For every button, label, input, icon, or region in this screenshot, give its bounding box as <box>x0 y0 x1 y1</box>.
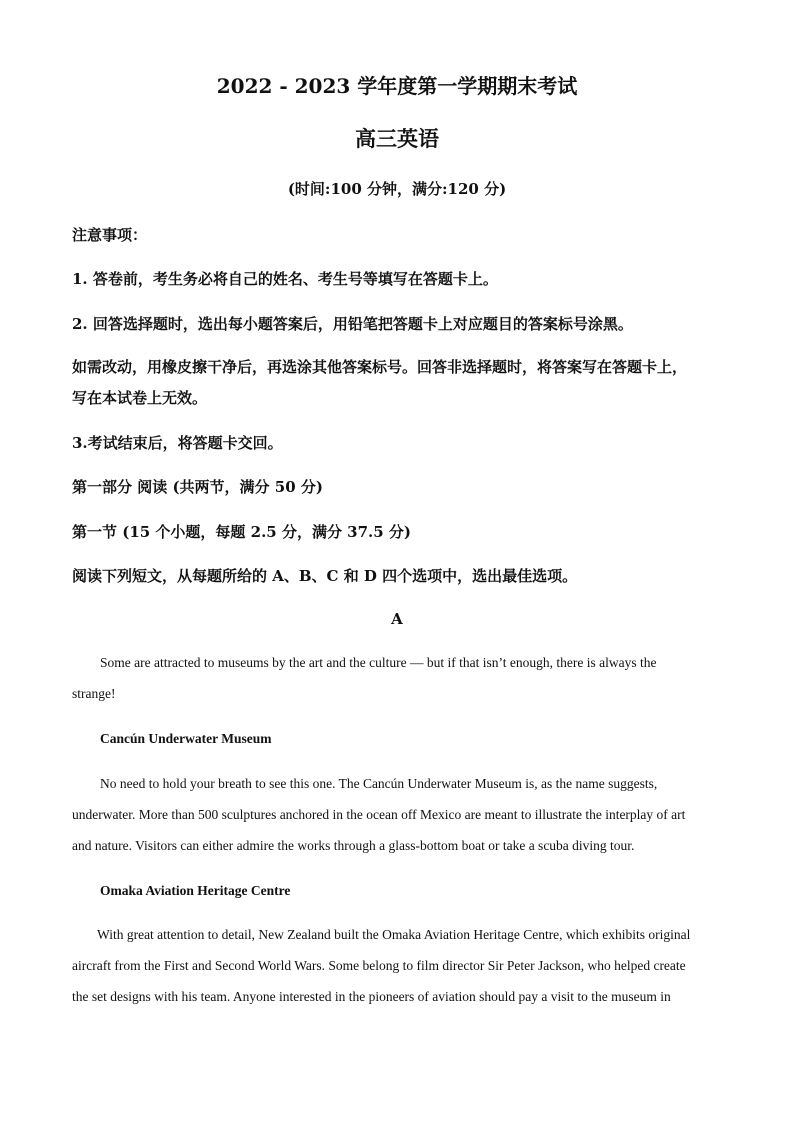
museum-1-text-line3: and nature. Visitors can either admire the works through a glass-bottom boat or take a scuba diving tour. <box>72 838 635 853</box>
part1-heading: 第一部分 阅读 (共两节，满分 50 分) <box>72 478 323 496</box>
passage-intro-line2: strange! <box>72 686 116 701</box>
museum-2-text: With great attention to detail, New Zealand built the Omaka Aviation Heritage Centre, which exhibits original <box>97 927 691 942</box>
notes-heading: 注意事项： <box>72 226 148 244</box>
subject-title: 高三英语 <box>355 126 439 151</box>
museum-1-text: No need to hold your breath to see this one. The Cancún Underwater Museum is, as the name suggests, <box>100 776 658 791</box>
time-info: (时间:100 分钟，满分:120 分) <box>287 180 507 198</box>
exam-title: 2022 - 2023 学年度第一学期期末考试 <box>216 74 578 98</box>
museum-2-text-line2: aircraft from the First and Second World Wars. Some belong to film director Sir Peter Jackson, who helped create <box>72 958 686 973</box>
note-item-2: 2. 回答选择题时，选出每小题答案后，用铅笔把答题卡上对应题目的答案标号涂黑。 <box>72 315 633 333</box>
passage-label: A <box>391 610 403 628</box>
note-item-1: 1. 答卷前，考生务必将自己的姓名、考生号等填写在答题卡上。 <box>72 270 498 288</box>
passage-intro: Some are attracted to museums by the art and the culture — but if that isn’t enough, there is always the <box>100 655 657 670</box>
museum-2-text-line3: the set designs with his team. Anyone interested in the pioneers of aviation should pay a visit to the museum in <box>72 989 671 1004</box>
museum-2-title: Omaka Aviation Heritage Centre <box>100 883 291 898</box>
note-item-2-continued-line2: 写在本试卷上无效。 <box>72 389 208 407</box>
museum-1-text-line2: underwater. More than 500 sculptures anchored in the ocean off Mexico are meant to illustrate the interplay of art <box>72 807 686 822</box>
museum-1-title: Cancún Underwater Museum <box>100 731 272 746</box>
reading-instruction: 阅读下列短文，从每题所给的 A、B、C 和 D 四个选项中，选出最佳选项。 <box>72 567 578 585</box>
note-item-3: 3.考试结束后，将答题卡交回。 <box>72 434 283 452</box>
section1-heading: 第一节 (15 个小题，每题 2.5 分，满分 37.5 分) <box>72 523 412 541</box>
note-item-2-continued: 如需改动，用橡皮擦干净后，再选涂其他答案标号。回答非选择题时，将答案写在答题卡上， <box>72 358 688 376</box>
